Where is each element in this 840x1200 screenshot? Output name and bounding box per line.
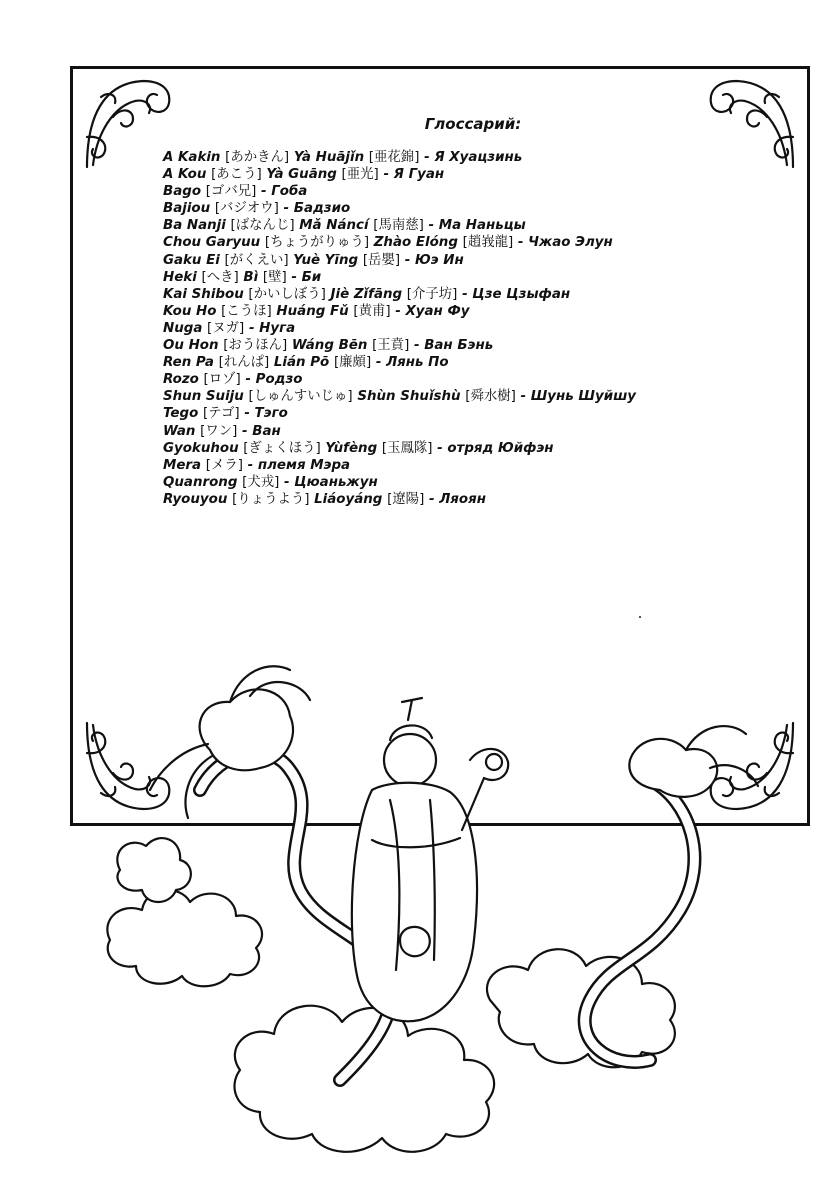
glossary-entry: Bajiou [バジオウ] - Бадзио [163,201,351,217]
dragon-right-head [629,739,717,797]
dragon-left-head [200,689,293,770]
glossary-entry: Ryouyou [りょうよう] Liáoyáng [遼陽] - Ляоян [163,491,486,507]
glossary-entry: Heki [へき] Bì [壁] - Би [163,269,322,285]
glossary-title: Глоссарий: [424,115,522,133]
glossary-entry: Rozo [ロゾ] - Родзо [163,372,303,388]
glossary-entry: Ren Pa [れんぱ] Lián Pō [廉頗] - Лянь По [163,355,449,371]
cloud-left [107,890,262,986]
glossary-entry: Quanrong [犬戎] - Цюаньжун [163,474,378,490]
cloud-center [234,1006,494,1152]
glossary-entry: A Kou [あこう] Yà Guāng [亜光] - Я Гуан [163,167,445,183]
glossary-entry: Shun Suiju [しゅんすいじゅ] Shùn Shuǐshù [舜水樹] - Шунь Шуйшу [163,389,637,405]
glossary-entry: Kou Ho [こうほ] Huáng Fǔ [黄甫] - Хуан Фу [163,303,470,319]
glossary-entry: Ba Nanji [ばなんじ] Mǎ Náncí [馬南慈] - Ма Наньцы [163,218,526,234]
glossary-entry: Chou Garyuu [ちょうがりゅう] Zhào Elóng [趙峩龍] - Чжао Элун [163,235,613,251]
glossary-entry: Ou Hon [おうほん] Wáng Bēn [王賁] - Ван Бэнь [163,338,494,354]
glossary-entry: Tego [テゴ] - Тэго [163,406,288,422]
rider-robe [352,783,477,1022]
glossary-entry: Nuga [ヌガ] - Нуга [163,320,296,336]
glossary-entry: Kai Shibou [かいしぼう] Jiè Zǐfāng [介子坊] - Цзе Цзыфан [163,286,571,302]
glossary-entry: Bago [ゴバ兄] - Гоба [163,184,308,200]
glossary-entry: A Kakin [あかきん] Yà Huājǐn [亜花錦] - Я Хуацзинь [163,150,523,165]
glossary-entry: Wan [ワン] - Ван [163,423,281,439]
glossary-list [163,149,636,508]
glossary-entry: Mera [メラ] - племя Мэра [163,457,351,473]
glossary-entry: Gyokuhou [ぎょくほう] Yùfèng [玉鳳隊] - отряд Юйфэн [163,440,554,456]
glossary-entry: Gaku Ei [がくえい] Yuè Yīng [岳嬰] - Юэ Ин [163,252,464,268]
rider-ball [400,927,430,956]
rider-head [384,734,436,786]
stray-dot [639,616,641,618]
dragon-rider-illustration [90,640,790,1170]
